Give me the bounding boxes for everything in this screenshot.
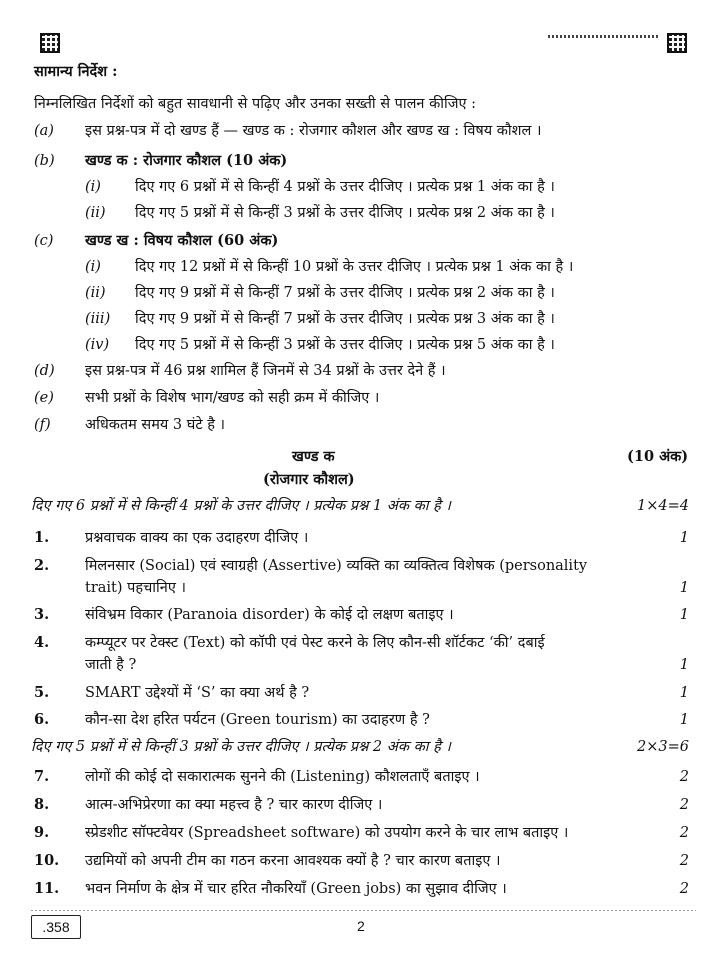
question-number: 6. bbox=[34, 711, 50, 728]
question-number: 8. bbox=[34, 796, 50, 813]
question-marks: 1 bbox=[679, 530, 689, 546]
instruction-text: इस प्रश्न-पत्र में 46 प्रश्न शामिल हैं जिनमें से 34 प्रश्नों के उत्तर देने हैं । bbox=[85, 363, 446, 379]
question-number: 9. bbox=[34, 824, 50, 841]
instruction-text: खण्ड ख : विषय कौशल (60 अंक) bbox=[85, 232, 279, 249]
group-total: 2×3=6 bbox=[637, 739, 689, 755]
question-text: आत्म-अभिप्रेरणा का क्या महत्त्व है ? चार कारण दीजिए । bbox=[85, 797, 383, 813]
instruction-label: (e) bbox=[34, 390, 54, 406]
instruction-text: दिए गए 5 प्रश्नों में से किन्हीं 3 प्रश्नों के उत्तर दीजिए । प्रत्येक प्रश्न 2 अंक का है । bbox=[135, 205, 555, 221]
question-number: 4. bbox=[34, 634, 50, 651]
question-text: उद्यमियों को अपनी टीम का गठन करना आवश्यक क्यों है ? चार कारण बताइए । bbox=[85, 853, 501, 869]
question-text: संविभ्रम विकार (Paranoia disorder) के कोई दो लक्षण बताइए । bbox=[85, 607, 454, 623]
instruction-label: (i) bbox=[85, 259, 101, 275]
instruction-text: अधिकतम समय 3 घंटे है । bbox=[85, 417, 226, 433]
question-number: 11. bbox=[34, 880, 60, 897]
instruction-text: सभी प्रश्नों के विशेष भाग/खण्ड को सही क्रम में कीजिए । bbox=[85, 390, 380, 406]
question-text: प्रश्नवाचक वाक्य का एक उदाहरण दीजिए । bbox=[85, 530, 309, 546]
instruction-label: (a) bbox=[34, 123, 54, 139]
instruction-text: दिए गए 6 प्रश्नों में से किन्हीं 4 प्रश्नों के उत्तर दीजिए । प्रत्येक प्रश्न 1 अंक का है । bbox=[135, 179, 555, 195]
question-marks: 2 bbox=[679, 853, 689, 869]
question-marks: 1 bbox=[679, 607, 689, 623]
question-text: मिलनसार (Social) एवं स्वाग्रही (Assertive) व्यक्ति का व्यक्तित्व विशेषक (personality bbox=[85, 558, 588, 574]
question-marks: 1 bbox=[679, 685, 689, 701]
question-text: SMART उद्देश्यों में ‘S’ का क्या अर्थ है ? bbox=[85, 685, 310, 701]
question-text: लोगों की कोई दो सकारात्मक सुनने की (Listening) कौशलताएँ बताइए । bbox=[85, 769, 480, 785]
question-marks: 2 bbox=[679, 769, 689, 785]
question-number: 3. bbox=[34, 606, 50, 623]
instruction-label: (c) bbox=[34, 233, 54, 249]
section-title: खण्ड क bbox=[292, 448, 335, 465]
page-number: 2 bbox=[357, 918, 365, 934]
question-marks: 2 bbox=[679, 797, 689, 813]
question-text: कौन-सा देश हरित पर्यटन (Green tourism) का उदाहरण है ? bbox=[85, 712, 430, 728]
instructions-intro: निम्नलिखित निर्देशों को बहुत सावधानी से पढ़िए और उनका सख्ती से पालन कीजिए : bbox=[34, 96, 477, 112]
instruction-text: दिए गए 9 प्रश्नों में से किन्हीं 7 प्रश्नों के उत्तर दीजिए । प्रत्येक प्रश्न 3 अंक का है । bbox=[135, 311, 555, 327]
question-text-continued: trait) पहचानिए । bbox=[85, 580, 186, 596]
instruction-label: (iv) bbox=[85, 337, 110, 353]
question-number: 2. bbox=[34, 557, 50, 574]
qr-code-icon bbox=[667, 33, 687, 53]
qr-code-icon bbox=[40, 33, 60, 53]
group-instruction: दिए गए 5 प्रश्नों में से किन्हीं 3 प्रश्नों के उत्तर दीजिए । प्रत्येक प्रश्न 2 अंक का है । bbox=[31, 739, 451, 755]
instruction-label: (i) bbox=[85, 179, 101, 195]
question-marks: 2 bbox=[679, 881, 689, 897]
question-number: 5. bbox=[34, 684, 50, 701]
serial-barcode bbox=[548, 35, 660, 38]
instruction-text: इस प्रश्न-पत्र में दो खण्ड हैं — खण्ड क : रोजगार कौशल और खण्ड ख : विषय कौशल । bbox=[85, 123, 542, 139]
instruction-label: (ii) bbox=[85, 205, 106, 221]
instruction-label: (iii) bbox=[85, 311, 111, 327]
footer-divider bbox=[31, 910, 696, 911]
question-text: स्प्रेडशीट सॉफ्टवेयर (Spreadsheet software) को उपयोग करने के चार लाभ बताइए । bbox=[85, 825, 569, 841]
instruction-label: (ii) bbox=[85, 285, 106, 301]
question-text-continued: जाती है ? bbox=[85, 657, 137, 673]
question-marks: 1 bbox=[679, 657, 689, 673]
question-text: कम्प्यूटर पर टेक्स्ट (Text) को कॉपी एवं पेस्ट करने के लिए कौन-सी शॉर्टकट ‘की’ दबाई bbox=[85, 635, 545, 651]
instruction-text: दिए गए 9 प्रश्नों में से किन्हीं 7 प्रश्नों के उत्तर दीजिए । प्रत्येक प्रश्न 2 अंक का है । bbox=[135, 285, 555, 301]
instruction-text: दिए गए 12 प्रश्नों में से किन्हीं 10 प्रश्नों के उत्तर दीजिए । प्रत्येक प्रश्न 1 अंक का है । bbox=[135, 259, 574, 275]
section-subtitle: (रोजगार कौशल) bbox=[263, 471, 355, 488]
section-marks: (10 अंक) bbox=[627, 448, 689, 465]
paper-code: .358 bbox=[31, 915, 81, 939]
general-instructions-title: सामान्य निर्देश : bbox=[34, 63, 118, 80]
question-number: 10. bbox=[34, 852, 60, 869]
instruction-text: खण्ड क : रोजगार कौशल (10 अंक) bbox=[85, 152, 288, 169]
instruction-label: (b) bbox=[34, 153, 55, 169]
instruction-text: दिए गए 5 प्रश्नों में से किन्हीं 3 प्रश्नों के उत्तर दीजिए । प्रत्येक प्रश्न 5 अंक का है । bbox=[135, 337, 555, 353]
instruction-label: (d) bbox=[34, 363, 55, 379]
question-text: भवन निर्माण के क्षेत्र में चार हरित नौकरियाँ (Green jobs) का सुझाव दीजिए । bbox=[85, 881, 507, 897]
instruction-label: (f) bbox=[34, 417, 51, 433]
question-number: 7. bbox=[34, 768, 50, 785]
question-number: 1. bbox=[34, 529, 50, 546]
question-marks: 1 bbox=[679, 580, 689, 596]
question-marks: 1 bbox=[679, 712, 689, 728]
group-instruction: दिए गए 6 प्रश्नों में से किन्हीं 4 प्रश्नों के उत्तर दीजिए । प्रत्येक प्रश्न 1 अंक का है । bbox=[31, 498, 451, 514]
group-total: 1×4=4 bbox=[637, 498, 689, 514]
question-marks: 2 bbox=[679, 825, 689, 841]
